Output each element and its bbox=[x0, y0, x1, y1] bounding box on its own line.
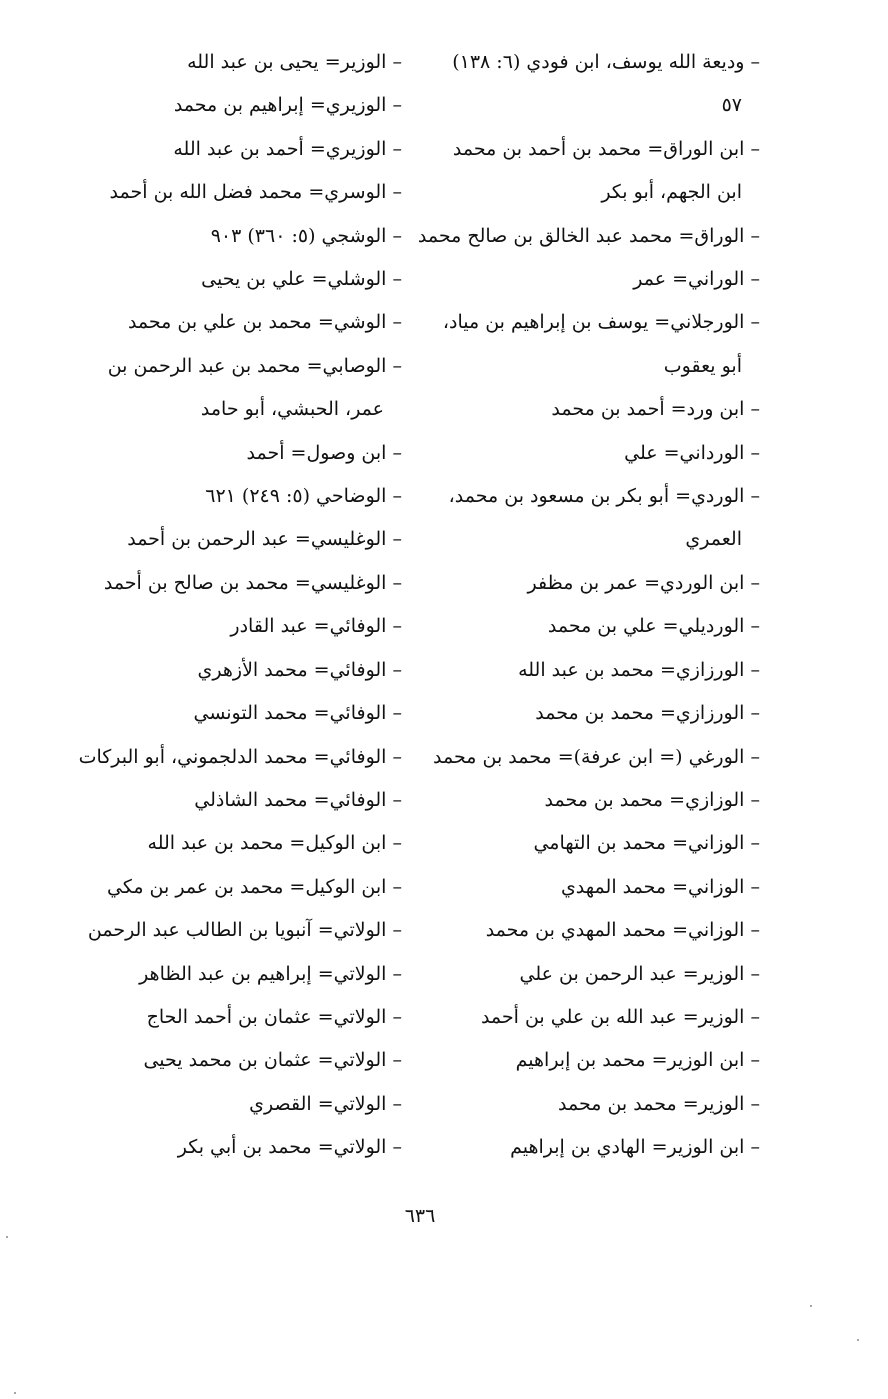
index-entry bbox=[62, 562, 402, 605]
entry-text: – الوشجي (٥: ٣٦٠) ٩٠٣ bbox=[210, 224, 402, 247]
index-entry bbox=[430, 866, 760, 909]
index-entry bbox=[430, 475, 760, 562]
entry-text: – الولاتي= آنبويا بن الطالب عبد الرحمن bbox=[87, 919, 402, 942]
page-number: ٦٣٦ bbox=[404, 1205, 436, 1227]
index-entry bbox=[62, 258, 402, 301]
entry-text: – الوردي= أبو بكر بن مسعود بن محمد، bbox=[448, 485, 760, 508]
index-entry bbox=[430, 605, 760, 648]
entry-text: – الوشلي= علي بن يحيى bbox=[201, 268, 402, 291]
entry-text: – الورجلاني= يوسف بن إبراهيم بن مياد، bbox=[442, 311, 760, 334]
index-entry bbox=[430, 953, 760, 996]
index-entry bbox=[430, 736, 760, 779]
entry-text: – الوفائي= محمد الدلجموني، أبو البركات bbox=[78, 745, 402, 768]
entry-text: – الوغليسي= محمد بن صالح بن أحمد bbox=[103, 571, 402, 594]
index-entry bbox=[62, 1039, 402, 1082]
index-entry bbox=[62, 996, 402, 1039]
entry-text: – الوفائي= محمد التونسي bbox=[193, 702, 402, 725]
entry-continuation: ابن الجهم، أبو بكر bbox=[601, 181, 742, 204]
index-entry bbox=[430, 388, 760, 431]
index-entry bbox=[62, 128, 402, 171]
index-column-right bbox=[417, 41, 760, 1170]
entry-text: – الولاتي= محمد بن أبي بكر bbox=[177, 1136, 402, 1159]
entry-text: – ابن وصول= أحمد bbox=[246, 441, 402, 464]
index-entry bbox=[430, 692, 760, 735]
index-entry bbox=[62, 345, 402, 432]
entry-text: – الوشي= محمد بن علي بن محمد bbox=[127, 311, 402, 334]
entry-continuation: أبو يعقوب bbox=[663, 354, 742, 377]
scan-speck bbox=[810, 1305, 812, 1307]
entry-text: – الوراق= محمد عبد الخالق بن صالح محمد bbox=[417, 224, 760, 247]
index-entry bbox=[430, 432, 760, 475]
entry-text: – الوزازي= محمد بن محمد bbox=[544, 788, 760, 811]
entry-text: – الولاتي= عثمان بن أحمد الحاج bbox=[146, 1005, 402, 1028]
index-entry bbox=[62, 822, 402, 865]
index-entry bbox=[62, 301, 402, 344]
entry-text: – الورديلي= علي بن محمد bbox=[547, 615, 760, 638]
index-entry bbox=[62, 909, 402, 952]
entry-text: – وديعة الله يوسف، ابن فودي (٦: ١٣٨) bbox=[452, 51, 760, 73]
entry-continuation: العمري bbox=[685, 528, 742, 551]
index-entry bbox=[430, 996, 760, 1039]
entry-text: – الوغليسي= عبد الرحمن بن أحمد bbox=[127, 528, 402, 551]
entry-text: – الوزير= يحيى بن عبد الله bbox=[187, 51, 402, 73]
entry-continuation: عمر، الحبشي، أبو حامد bbox=[200, 398, 384, 421]
index-entry bbox=[430, 1039, 760, 1082]
index-entry bbox=[430, 822, 760, 865]
entry-text: – الوزاني= محمد المهدي بن محمد bbox=[485, 919, 760, 942]
index-entry bbox=[430, 301, 760, 388]
entry-text: – الورغي (= ابن عرفة)= محمد بن محمد bbox=[433, 745, 760, 768]
index-entry bbox=[62, 866, 402, 909]
index-entry bbox=[62, 518, 402, 561]
entry-text: – الوسري= محمد فضل الله بن أحمد bbox=[109, 181, 402, 204]
index-entry bbox=[62, 953, 402, 996]
index-column-left bbox=[62, 41, 402, 1170]
entry-text: – الورزازي= محمد بن عبد الله bbox=[518, 658, 760, 681]
index-entry bbox=[62, 1083, 402, 1126]
index-entry bbox=[430, 41, 760, 128]
index-entry bbox=[62, 215, 402, 258]
index-entry bbox=[62, 692, 402, 735]
entry-text: – الوفائي= محمد الشاذلي bbox=[194, 788, 402, 811]
entry-text: – ابن الوزير= محمد بن إبراهيم bbox=[515, 1049, 760, 1072]
scan-speck bbox=[857, 1339, 859, 1341]
entry-text: – الوراني= عمر bbox=[633, 268, 760, 291]
entry-text: – الوزيري= أحمد بن عبد الله bbox=[173, 137, 402, 160]
index-entry bbox=[62, 736, 402, 779]
entry-text: – الولاتي= القصري bbox=[249, 1092, 402, 1115]
index-entry bbox=[62, 1126, 402, 1169]
entry-text: – الولاتي= عثمان بن محمد يحيى bbox=[143, 1049, 402, 1072]
entry-continuation: ٥٧ bbox=[721, 94, 742, 117]
entry-text: – الوفائي= محمد الأزهري bbox=[197, 658, 402, 681]
index-entry bbox=[430, 562, 760, 605]
entry-text: – ابن الوراق= محمد بن أحمد بن محمد bbox=[452, 137, 760, 160]
entry-text: – ابن الوكيل= محمد بن عمر بن مكي bbox=[107, 875, 402, 898]
entry-text: – الوصابي= محمد بن عبد الرحمن بن bbox=[107, 354, 402, 377]
index-entry bbox=[62, 779, 402, 822]
index-entry bbox=[62, 171, 402, 214]
index-entry bbox=[417, 215, 760, 258]
index-entry bbox=[62, 41, 402, 84]
entry-text: – الورداني= علي bbox=[624, 441, 760, 464]
entry-text: – ابن الوردي= عمر بن مظفر bbox=[527, 571, 760, 594]
index-entry bbox=[430, 1083, 760, 1126]
index-entry bbox=[430, 649, 760, 692]
scan-speck bbox=[6, 1236, 8, 1238]
index-entry bbox=[430, 909, 760, 952]
scan-speck bbox=[14, 1392, 16, 1394]
entry-text: – ابن الوزير= الهادي بن إبراهيم bbox=[510, 1136, 760, 1159]
entry-text: – الوزاني= محمد المهدي bbox=[560, 875, 760, 898]
entry-text: – الوضاحي (٥: ٢٤٩) ٦٢١ bbox=[205, 485, 402, 508]
entry-text: – الوزير= محمد بن محمد bbox=[558, 1092, 760, 1115]
index-entry bbox=[62, 432, 402, 475]
index-entry bbox=[62, 605, 402, 648]
index-entry bbox=[430, 779, 760, 822]
entry-text: – ابن الوكيل= محمد بن عبد الله bbox=[147, 832, 402, 855]
entry-text: – الوزير= عبد الله بن علي بن أحمد bbox=[480, 1005, 760, 1028]
entry-text: – الوزاني= محمد بن التهامي bbox=[533, 832, 760, 855]
entry-text: – الوفائي= عبد القادر bbox=[230, 615, 402, 638]
index-entry bbox=[430, 258, 760, 301]
entry-text: – الوزيري= إبراهيم بن محمد bbox=[173, 94, 402, 117]
index-entry bbox=[62, 475, 402, 518]
index-entry bbox=[62, 84, 402, 127]
index-entry bbox=[62, 649, 402, 692]
entry-text: – الوزير= عبد الرحمن بن علي bbox=[519, 962, 760, 985]
entry-text: – ابن ورد= أحمد بن محمد bbox=[551, 398, 760, 421]
entry-text: – الولاتي= إبراهيم بن عبد الظاهر bbox=[139, 962, 402, 985]
index-entry bbox=[430, 1126, 760, 1169]
index-entry bbox=[430, 128, 760, 215]
entry-text: – الورزازي= محمد بن محمد bbox=[535, 702, 760, 725]
